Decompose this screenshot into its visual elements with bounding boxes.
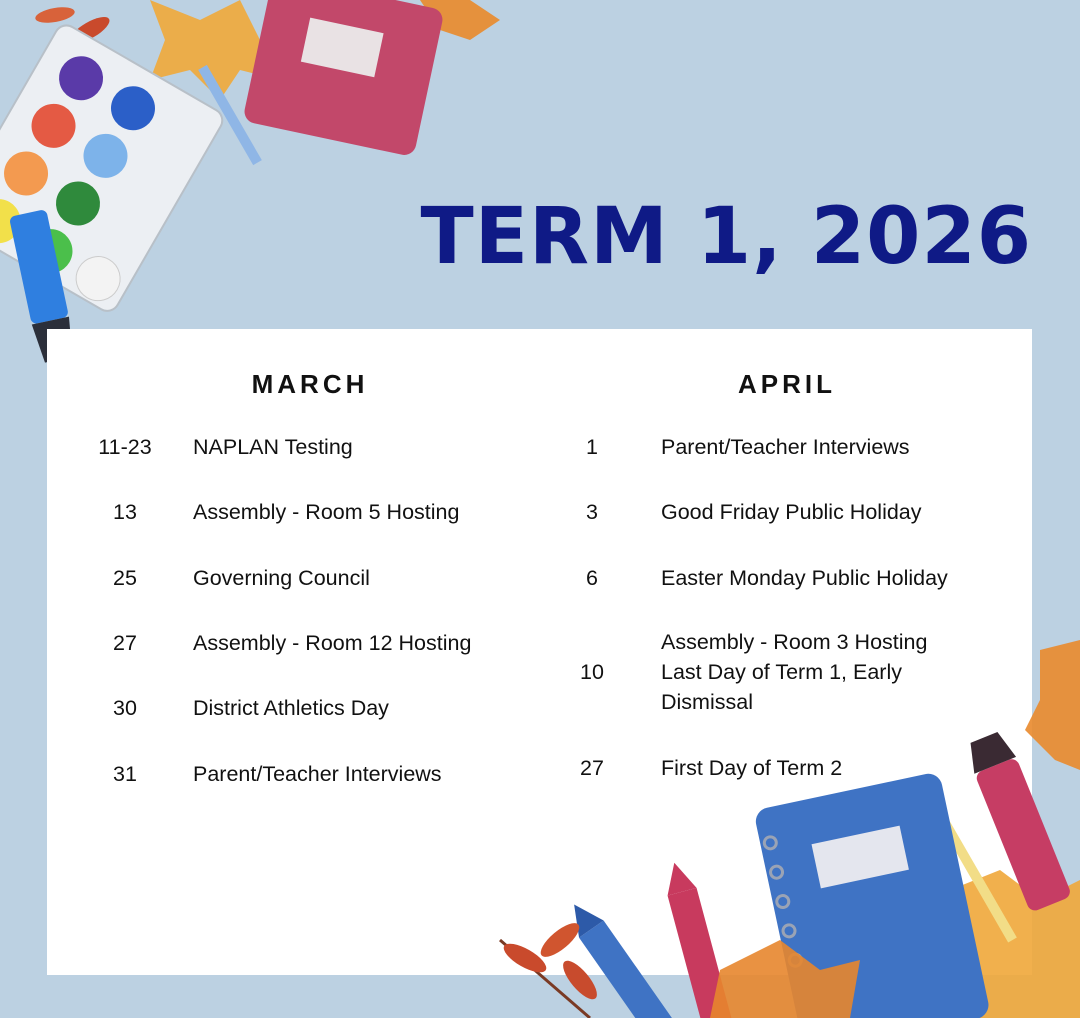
maple-leaf-icon xyxy=(1025,640,1080,770)
list-item xyxy=(80,432,353,462)
event-text: Assembly - Room 12 Hosting xyxy=(193,631,472,655)
event-text: Good Friday Public Holiday xyxy=(661,500,922,524)
event-date: 3 xyxy=(586,499,598,524)
notebook-icon xyxy=(242,0,444,157)
list-item xyxy=(80,563,370,593)
event-date: 6 xyxy=(586,565,598,590)
event-date: 27 xyxy=(580,755,604,780)
event-text: First Day of Term 2 xyxy=(661,756,843,780)
list-item xyxy=(547,432,910,462)
event-text: Dismissal xyxy=(661,690,753,714)
event-date: 25 xyxy=(113,565,137,590)
list-item xyxy=(547,497,922,527)
list-item xyxy=(80,628,471,658)
event-date: 11-23 xyxy=(98,434,152,459)
crayon-icon xyxy=(562,896,690,1018)
event-text: District Athletics Day xyxy=(193,696,389,720)
list-item xyxy=(80,759,442,789)
event-text: Last Day of Term 1, Early xyxy=(661,660,902,684)
list-item xyxy=(80,693,389,723)
event-date: 13 xyxy=(113,499,137,524)
event-text: Assembly - Room 5 Hosting xyxy=(193,500,460,524)
event-date: 1 xyxy=(586,434,598,459)
event-date: 31 xyxy=(113,761,137,786)
event-date: 27 xyxy=(113,630,137,655)
event-text: Governing Council xyxy=(193,566,370,590)
event-text: Parent/Teacher Interviews xyxy=(661,435,910,459)
month-heading-april: APRIL xyxy=(738,369,836,399)
event-date: 30 xyxy=(113,695,137,720)
list-item xyxy=(547,563,948,593)
event-text: Easter Monday Public Holiday xyxy=(661,566,948,590)
event-text: Assembly - Room 3 Hosting xyxy=(661,630,928,654)
event-date: 10 xyxy=(580,659,604,684)
list-item xyxy=(80,497,459,527)
watercolor-supplies-illustration-bottom xyxy=(480,640,1080,1018)
watercolor-supplies-illustration-top xyxy=(0,0,520,380)
page-title: TERM 1, 2026 xyxy=(420,192,1032,282)
event-text: Parent/Teacher Interviews xyxy=(193,762,442,786)
month-heading-march: MARCH xyxy=(251,369,369,399)
event-text: NAPLAN Testing xyxy=(193,435,353,459)
